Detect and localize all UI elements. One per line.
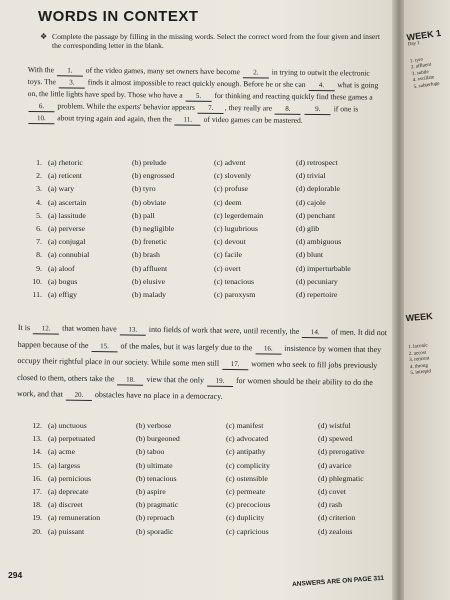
option-a[interactable]: (a) connubial (48, 250, 90, 260)
option-c[interactable]: (c) permeate (226, 486, 266, 496)
option-d[interactable]: (d) criterion (318, 513, 356, 523)
question-row (22, 421, 398, 434)
question-number: 10. (32, 276, 42, 286)
blank-11[interactable]: 11. (175, 116, 201, 126)
option-a[interactable]: (a) puissant (48, 526, 85, 536)
passage-text: of the video games, many set owners have become (83, 65, 242, 77)
option-d[interactable]: (d) cajole (296, 197, 326, 207)
blank-16[interactable]: 16. (255, 344, 281, 354)
option-d[interactable]: (d) blunt (296, 250, 324, 260)
blank-13[interactable]: 13. (120, 325, 146, 335)
option-d[interactable]: (d) trivial (296, 171, 326, 181)
question-row (22, 513, 398, 526)
question-number: 3. (36, 184, 42, 194)
passage-text: in trying to outwit the electronic toys. The (27, 67, 370, 87)
option-d[interactable]: (d) phlegmatic (318, 473, 364, 483)
question-row (22, 487, 398, 500)
option-a[interactable]: (a) lassitude (48, 210, 86, 220)
option-b[interactable]: (b) burgeoned (136, 434, 180, 444)
question-number: 2. (36, 171, 42, 181)
option-d[interactable]: (d) avarice (318, 460, 352, 470)
question-row (22, 250, 386, 263)
option-a[interactable]: (a) perverse (48, 223, 86, 233)
question-row (22, 184, 386, 197)
word-list-item: 1. laconic (408, 343, 428, 351)
option-b[interactable]: (b) frenetic (132, 237, 167, 247)
passage-text: finds it almost impossible to react quickly enough. Before he or she can (85, 77, 308, 89)
option-c[interactable]: (c) legerdemain (214, 210, 264, 220)
page-title: WORDS IN CONTEXT (38, 8, 199, 25)
question-row (22, 237, 386, 250)
passage-text: women who seek to fill jobs previously closed to them, others take the (17, 359, 378, 383)
passage-text: It is (17, 322, 33, 333)
page-number: 294 (8, 570, 23, 580)
right-page (404, 0, 450, 600)
option-b[interactable]: (b) affluent (132, 263, 168, 273)
option-d[interactable]: (d) rash (318, 500, 343, 510)
option-a[interactable]: (a) bogus (48, 276, 78, 286)
option-a[interactable]: (a) reticent (48, 171, 82, 181)
passage-text: view that the only (144, 374, 207, 385)
question-row (22, 290, 386, 303)
passage-text: if one is (331, 104, 359, 114)
passage-text: obstacles have no place in a democracy. (92, 390, 223, 401)
question-number: 16. (32, 473, 42, 483)
option-c[interactable]: (c) profuse (214, 184, 248, 194)
passage-text: problem. While the experts' behavior appears (55, 101, 197, 112)
option-b[interactable]: (b) negligible (132, 223, 175, 233)
week-heading-two: WEEK (405, 310, 434, 324)
question-number: 17. (32, 486, 42, 496)
passage-text: , they really are (224, 103, 274, 113)
blank-2[interactable]: 2. (243, 68, 269, 78)
word-list-item: 2. affluent (410, 62, 432, 71)
blank-7[interactable]: 7. (198, 104, 224, 114)
question-number: 15. (32, 460, 42, 470)
word-list-item: 2. accost (408, 350, 427, 357)
passage-text: of the males, but it was largely due to the (118, 340, 255, 352)
question-row (22, 434, 398, 447)
option-b[interactable]: (b) tyro (132, 184, 156, 194)
option-a[interactable]: (a) unctuous (48, 421, 87, 430)
week-heading: WEEK 1 (406, 27, 442, 43)
option-b[interactable]: (b) ultimate (136, 460, 173, 470)
passage-text: that women have (60, 323, 119, 334)
option-d[interactable]: (d) penchant (296, 210, 336, 220)
blank-17[interactable]: 17. (222, 360, 248, 370)
option-a[interactable]: (a) pernicious (48, 473, 92, 483)
option-a[interactable]: (a) aloof (48, 263, 75, 273)
option-d[interactable]: (d) repertoire (296, 289, 338, 299)
question-row (22, 171, 386, 184)
question-number: 11. (32, 289, 42, 299)
word-list-item: 1. tyro (409, 57, 424, 64)
word-list-item: 3. subtle (411, 69, 430, 77)
question-row (22, 264, 386, 277)
passage-text: of video games can be mastered. (201, 114, 303, 125)
passage-text: With the (27, 64, 56, 75)
word-list-item: 3. reticent (409, 356, 430, 364)
option-b[interactable]: (b) malady (132, 289, 166, 299)
word-list-item: 5. intrepid (410, 369, 432, 377)
blank-3[interactable]: 3. (59, 78, 85, 88)
option-d[interactable]: (d) covet (318, 486, 346, 496)
option-c[interactable]: (c) precocious (226, 500, 271, 510)
option-d[interactable]: (d) wistful (318, 421, 351, 430)
question-row (22, 474, 398, 487)
option-a[interactable]: (a) discreet (48, 500, 83, 510)
option-b[interactable]: (b) reproach (136, 513, 175, 523)
passage-text: for thinking and reacting quickly find these games a (212, 90, 373, 102)
question-row (22, 277, 386, 290)
blank-9[interactable]: 9. (305, 105, 331, 115)
option-c[interactable]: (c) advent (214, 158, 246, 167)
passage-text: what is going on, the little lights have sped by. Those who have a (27, 80, 379, 100)
option-c[interactable]: (c) antipathy (226, 447, 266, 457)
question-row (22, 224, 386, 237)
option-b[interactable]: (b) tenacious (136, 473, 177, 483)
option-d[interactable]: (d) deplorable (296, 184, 340, 194)
answers-note: ANSWERS ARE ON PAGE 311 (291, 574, 385, 589)
option-c[interactable]: (c) capricious (226, 526, 269, 536)
question-number: 14. (32, 447, 42, 457)
option-c[interactable]: (c) manifest (226, 421, 264, 430)
question-number: 6. (36, 223, 42, 233)
option-d[interactable]: (d) glib (296, 223, 320, 233)
blank-14[interactable]: 14. (302, 328, 328, 338)
question-number: 12. (32, 421, 42, 430)
option-c[interactable]: (c) lugubrious (214, 223, 258, 233)
option-a[interactable]: (a) acme (48, 447, 76, 457)
option-b[interactable]: (b) obviate (132, 197, 166, 207)
option-a[interactable]: (a) rhetoric (48, 158, 83, 167)
week-word-list (410, 54, 449, 91)
option-a[interactable]: (a) wary (48, 184, 75, 194)
question-row (22, 527, 398, 540)
blank-10[interactable]: 10. (28, 114, 54, 124)
option-d[interactable]: (d) imperturbable (296, 263, 351, 273)
option-b[interactable]: (b) brash (132, 250, 160, 260)
question-row (22, 461, 398, 474)
day-label: Day 1 (407, 40, 421, 48)
option-d[interactable]: (d) retrospect (296, 158, 338, 167)
option-a[interactable]: (a) remuneration (48, 513, 101, 523)
option-c[interactable]: (c) ostensible (226, 473, 268, 483)
blank-4[interactable]: 4. (308, 81, 334, 91)
question-row (22, 500, 398, 513)
question-number: 19. (32, 513, 42, 523)
passage-text: about trying again and again, then the (55, 113, 174, 124)
option-b[interactable]: (b) sporadic (136, 526, 174, 536)
blank-1[interactable]: 1. (57, 66, 83, 76)
question-list-two (22, 421, 398, 540)
blank-19[interactable]: 19. (207, 376, 233, 386)
option-c[interactable]: (c) slovenly (214, 171, 252, 181)
passage-text: for women should be their ability to do the work, and that (16, 375, 373, 399)
passage-text (302, 104, 304, 113)
option-c[interactable]: (c) deem (214, 197, 242, 207)
passage-one (27, 64, 386, 128)
word-list-item: 4. throng (409, 363, 429, 370)
question-row (22, 447, 398, 460)
passage-two (17, 320, 390, 408)
option-c[interactable]: (c) tenacious (214, 276, 255, 286)
week-word-list-two (408, 343, 438, 378)
blank-18[interactable]: 18. (117, 375, 143, 385)
instructions-text: Complete the passage by filling in the missing words. Select the correct word from the four given and insert the corresponding letter in the blank. (52, 32, 380, 50)
option-c[interactable]: (c) facile (214, 250, 242, 260)
question-number: 18. (32, 500, 42, 510)
word-list-item: 4. oscillate (412, 75, 435, 84)
question-list-one (22, 158, 386, 303)
option-c[interactable]: (c) paroxysm (214, 289, 256, 299)
option-b[interactable]: (b) prelude (132, 158, 167, 167)
question-number: 5. (36, 210, 42, 220)
option-a[interactable]: (a) largess (48, 460, 81, 470)
option-a[interactable]: (a) perpetuated (48, 434, 95, 444)
option-b[interactable]: (b) aspire (136, 486, 166, 496)
option-d[interactable]: (d) prerogative (318, 447, 365, 457)
option-c[interactable]: (c) duplicity (226, 513, 265, 523)
passage-text: insistence by women that they occupy their rightful place in our society. While some men still (17, 343, 382, 368)
option-c[interactable]: (c) overt (214, 263, 241, 273)
option-c[interactable]: (c) advocated (226, 434, 269, 444)
blank-8[interactable]: 8. (275, 105, 301, 115)
question-number: 20. (32, 526, 42, 536)
passage-text: into fields of work that were, until recently, the (146, 324, 302, 336)
instructions (40, 32, 382, 50)
option-a[interactable]: (a) ascertain (48, 197, 87, 207)
option-d[interactable]: (d) pecuniary (296, 276, 338, 286)
option-d[interactable]: (d) spewed (318, 434, 353, 444)
question-number: 7. (36, 237, 42, 247)
blank-20[interactable]: 20. (66, 391, 92, 401)
blank-6[interactable]: 6. (28, 102, 54, 112)
diamond-bullet-icon: ❖ (40, 32, 48, 41)
question-row (22, 158, 386, 171)
question-number: 8. (36, 250, 42, 260)
word-list-item: 5. subterfuge (413, 81, 440, 90)
option-a[interactable]: (a) effigy (48, 289, 78, 299)
question-number: 4. (36, 197, 42, 207)
option-b[interactable]: (b) engrossed (132, 171, 175, 181)
option-b[interactable]: (b) elusive (132, 276, 166, 286)
passage-text: of men. It did not happen because of the (17, 327, 388, 350)
option-d[interactable]: (d) ambiguous (296, 237, 342, 247)
blank-5[interactable]: 5. (186, 92, 212, 102)
question-number: 1. (36, 158, 42, 167)
question-number: 9. (36, 263, 42, 273)
question-number: 13. (32, 434, 42, 444)
option-a[interactable]: (a) conjugal (48, 237, 86, 247)
blank-12[interactable]: 12. (33, 324, 59, 334)
option-a[interactable]: (a) deprecate (48, 486, 89, 496)
option-b[interactable]: (b) taboo (136, 447, 165, 457)
option-b[interactable]: (b) verbose (136, 421, 172, 430)
option-c[interactable]: (c) complicity (226, 460, 270, 470)
option-d[interactable]: (d) zealous (318, 526, 353, 536)
question-row (22, 198, 386, 211)
option-c[interactable]: (c) devout (214, 237, 246, 247)
question-row (22, 211, 386, 224)
option-b[interactable]: (b) pall (132, 210, 155, 220)
option-b[interactable]: (b) pragmatic (136, 500, 179, 510)
blank-15[interactable]: 15. (91, 342, 117, 352)
